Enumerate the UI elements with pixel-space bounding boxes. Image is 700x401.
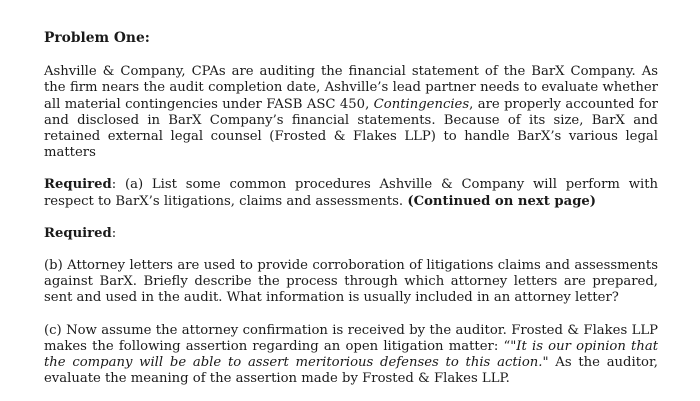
part-c-quoted-assertion: It is our opinion that the company will be able to assert meritorious defenses to this action. bbox=[44, 338, 658, 371]
required-a-label: Required bbox=[44, 177, 112, 193]
part-c-text-2: " As the auditor, evaluate the meaning of the assertion made by Frosted & Flakes LLP. bbox=[44, 355, 658, 387]
required-heading bbox=[44, 226, 658, 242]
part-c-paragraph bbox=[44, 323, 658, 388]
part-b-paragraph: (b) Attorney letters are used to provide corroboration of litigations claims and assessments against BarX. Briefly describe the process through which attorney letters are prepared, sent and used in the audit. What information is usually included in an attorney letter? bbox=[44, 258, 658, 306]
required-a-paragraph bbox=[44, 177, 658, 209]
intro-italic-term: Contingencies bbox=[373, 96, 470, 112]
problem-title: Problem One: bbox=[44, 30, 150, 46]
problem-document bbox=[44, 30, 658, 387]
required-colon: : bbox=[111, 225, 117, 241]
intro-text-1: Ashville & Company, CPAs are auditing the financial statement of the BarX Company. As the firm nears the audit completion date, Ashville’s lead partner needs to evaluate whether all material contingencies under FASB ASC 450, bbox=[44, 64, 658, 112]
part-c-text-1: (c) Now assume the attorney confirmation is received by the auditor. Frosted & Flakes LLP makes the following assertion regarding an open litigation matter: “" bbox=[44, 322, 658, 354]
intro-paragraph bbox=[44, 64, 658, 161]
required-a-text: : (a) List some common procedures Ashville & Company will perform with respect to BarX’s litigations, claims and assessments. bbox=[44, 177, 658, 209]
continued-note: (Continued on next page) bbox=[407, 193, 597, 209]
required-label: Required bbox=[44, 225, 112, 241]
intro-text-2: , are properly accounted for and disclosed in BarX Company’s financial statements. Because of its size, BarX and retained external legal counsel (Frosted & Flakes LLP) to handle BarX’s various legal matters bbox=[44, 96, 658, 161]
